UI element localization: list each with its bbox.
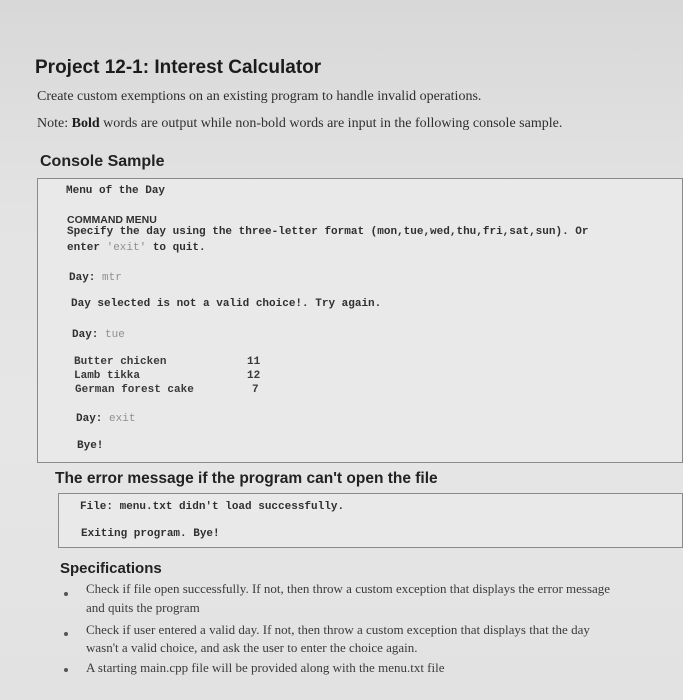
bye-message: Bye! [77,440,104,452]
bullet-icon [64,632,68,636]
spec-item-line: A starting main.cpp file will be provided along with the menu.txt file [86,660,445,675]
prompt-input: mtr [102,272,122,284]
instruction-line-1: Specify the day using the three-letter format (mon,tue,wed,thu,fri,sat,sun). Or [67,226,589,238]
instruction-line-2 [67,242,206,254]
command-menu-label: COMMAND MENU [67,214,157,226]
menu-item-name: German forest cake [75,384,194,396]
page-title: Project 12-1: Interest Calculator [35,57,322,78]
day-prompt-3 [76,413,135,425]
spec-item-line: Check if user entered a valid day. If not, then throw a custom exception that displays that the day [86,622,590,637]
menu-title: Menu of the Day [66,185,166,197]
spec-item-line: Check if file open successfully. If not, then throw a custom exception that displays the error message [86,581,611,596]
spec-item-line: wasn't a valid choice, and ask the user to enter the choice again. [86,640,418,655]
menu-item-name: Lamb tikka [74,370,141,382]
prompt-input: exit [109,413,136,425]
instruction-post: to quit. [146,242,206,254]
error-message-heading: The error message if the program can't open the file [55,470,438,487]
error-line-2: Exiting program. Bye! [81,528,220,540]
specifications-heading: Specifications [60,560,162,577]
instruction-pre: enter [67,242,107,254]
prompt-label: Day: [72,329,106,341]
prompt-input: tue [105,329,125,341]
spec-item-line: and quits the program [86,600,200,615]
note-bold-word: Bold [71,116,100,131]
instruction-exit-word: 'exit' [106,242,147,254]
prompt-label: Day: [69,272,103,284]
invalid-day-message: Day selected is not a valid choice!. Try again. [71,298,382,310]
note-line [37,116,562,132]
console-sample-box [37,178,683,463]
menu-item-value: 7 [252,384,259,396]
note-prefix: Note: [37,116,72,131]
intro-line: Create custom exemptions on an existing program to handle invalid operations. [37,89,482,104]
prompt-label: Day: [76,413,110,425]
menu-item-name: Butter chicken [74,356,167,368]
menu-item-value: 12 [247,370,261,382]
day-prompt-1 [69,272,122,284]
console-sample-heading: Console Sample [40,153,165,170]
note-rest: words are output while non-bold words are input in the following console sample. [99,116,563,131]
bullet-icon [64,592,68,596]
error-line-1: File: menu.txt didn't load successfully. [80,501,345,513]
bullet-icon [64,668,68,672]
menu-item-value: 11 [247,356,261,368]
error-message-box [58,493,683,548]
day-prompt-2 [72,329,125,341]
